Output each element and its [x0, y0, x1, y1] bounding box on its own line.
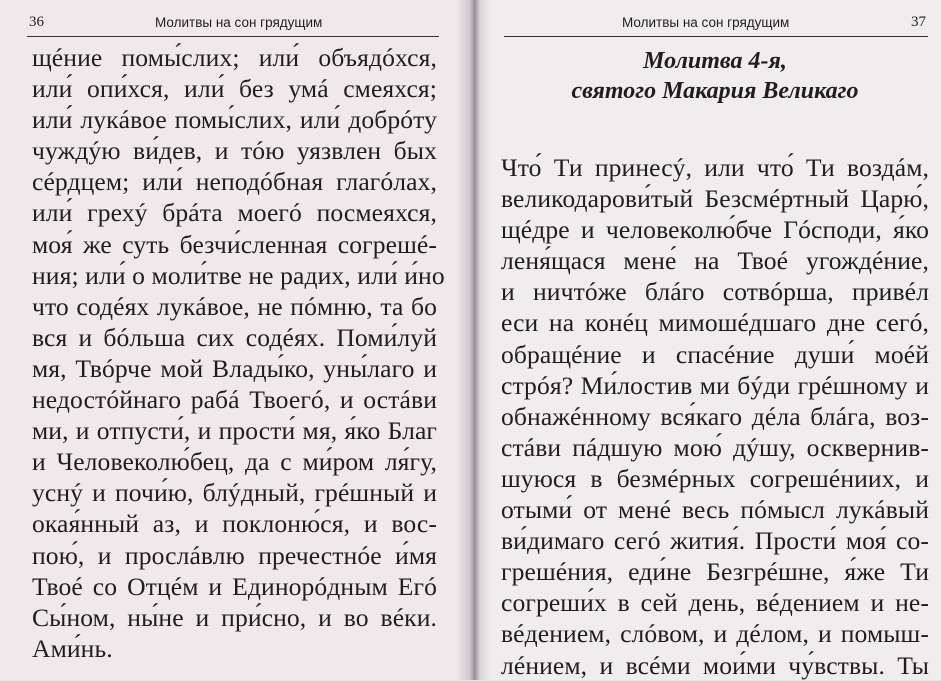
right-page-number: 37 — [911, 14, 926, 30]
text-line: или́ опи́хся, или́ без умá смеяхся; — [32, 74, 437, 104]
text-line: уснý и почи́ю, блýдный, грéшный и — [32, 478, 437, 508]
text-line: вся и бóльша сих содéях. Поми́луй — [32, 322, 437, 352]
right-running-title: Молитвы на сон грядущим — [622, 15, 790, 30]
text-line: что содéях лукáвое, не пóмню, та бо — [32, 291, 437, 321]
text-line: окая́нный аз, и поклоню́ся, и вос- — [32, 509, 437, 539]
book-gutter-shadow — [456, 0, 490, 680]
text-line: стáви пáдшую мою́ дýшу, осквернив- — [501, 432, 929, 462]
text-line: мя, Твóрче мой Влады́ко, уны́лаго и — [32, 353, 437, 383]
prayer-heading — [501, 46, 929, 106]
text-line: шуюся в безмéрных согрешéниих, и — [501, 463, 929, 493]
text-line: и Человеколю́бец, да с ми́ром ля́гу, — [32, 447, 437, 477]
text-line: обращéние и спасéние души́ моéй — [501, 339, 929, 369]
text-line: Ами́нь. — [32, 633, 113, 663]
prayer-heading-line-2: святого Макария Великаго — [571, 78, 859, 104]
text-line: лéнием, и всéми мои́ми чу́вствы. Ты — [501, 650, 929, 680]
left-prayer-text — [32, 42, 445, 664]
text-line: грешéния, еди́не Безгрéшне, я́же Ти — [501, 557, 929, 587]
right-page-header — [504, 12, 928, 37]
text-line: стрóя? Ми́лостив ми бýди грéшному и — [501, 370, 929, 400]
text-line: ви́димаго сегó жития́. Прости́ моя́ со- — [501, 526, 929, 556]
text-line: щéние помы́слих; или́ объядóхся, — [32, 43, 437, 72]
text-line: моя́ же суть безчи́сленная согрешé- — [32, 229, 437, 259]
text-line: обнажéнному вся́каго дéла блáга, воз- — [501, 401, 929, 431]
text-line: великодарови́тый Безсмéртный Царю́, — [501, 184, 929, 214]
text-line: согреши́х в сей день, вéдением и не- — [501, 588, 929, 618]
text-line: ния; или́ о моли́тве не радих, или́ и́но — [32, 260, 445, 290]
right-prayer-text — [501, 152, 929, 681]
left-page — [0, 0, 468, 680]
text-line: недостóйнаго рабá Твоегó, и остáви — [32, 385, 437, 415]
left-page-header — [27, 12, 439, 37]
text-line: или́ лукáвое помы́слих, или́ добрóту — [32, 105, 437, 135]
text-line: сéрдцем; или́ неподóбная глагóлах, — [32, 167, 437, 197]
text-line: отыми́ от менé весь пóмысл лукáвый — [501, 495, 929, 525]
text-line: пою́, и прослáвлю пречестнóе и́мя — [32, 540, 437, 570]
text-line: или́ грехý брáта моегó посмеяхся, — [32, 198, 437, 228]
text-line: щéдре и человеколю́бче Гóсподи, я́ко — [501, 215, 929, 245]
text-line: ми, и отпусти́, и прости́ мя, я́ко Благ — [32, 416, 437, 446]
prayer-heading-line-1: Молитва 4-я, — [643, 48, 787, 74]
left-page-number: 36 — [29, 14, 44, 30]
text-line: и ничтóже блáго сотвóрша, привéл — [501, 277, 929, 307]
text-line: Твоé со Отцéм и Единорóдным Егó — [32, 571, 437, 601]
left-running-title: Молитвы на сон грядущим — [155, 15, 323, 30]
text-line: Что́ Ти принесý, или что́ Ти воздáм, — [501, 153, 929, 182]
right-page — [468, 0, 941, 680]
text-line: еси на конéц мимошéдшаго дне сегó, — [501, 308, 929, 338]
text-line: Сы́ном, ны́не и при́сно, и во вéки. — [32, 602, 437, 632]
text-line: вéдением, слóвом, и дéлом, и помыш- — [501, 619, 929, 649]
text-line: леня́щася мене́ на Твоé угождéние, — [501, 246, 929, 276]
text-line: чуждýю ви́дев, и тóю уязвлен бых — [32, 136, 437, 166]
